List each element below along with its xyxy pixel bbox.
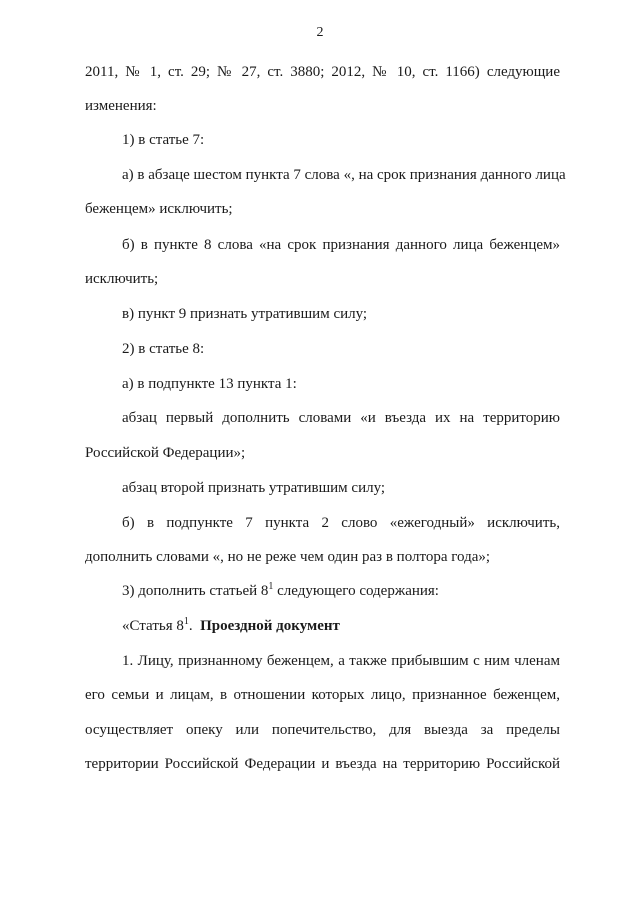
text-line: б) в пункте 8 слова «на срок признания данного лица беженцем» [122,237,560,253]
item-3-text: 3) дополнить статьей 8 [122,583,269,599]
article-heading-prefix: «Статья 8 [122,618,184,634]
text-line: абзац первый дополнить словами «и въезда их на территорию [122,410,560,426]
text-line: беженцем» исключить; [85,201,233,217]
article-title: Проездной документ [200,618,340,634]
text-line: изменения: [85,98,157,114]
text-line: осуществляет опеку или попечительство, для выезда за пределы [85,722,560,738]
text-line: 1) в статье 7: [122,132,205,148]
text-line: абзац второй признать утратившим силу; [122,480,386,496]
text-line: а) в абзаце шестом пункта 7 слова «, на срок признания данного лица [122,167,566,183]
text-line: исключить; [85,271,159,287]
text-line: 1. Лицу, признанному беженцем, а также прибывшим с ним членам [122,653,560,669]
text-line: в) пункт 9 признать утратившим силу; [122,306,368,322]
text-line: Российской Федерации»; [85,445,246,461]
text-line: а) в подпункте 13 пункта 1: [122,376,297,392]
item-3-text-end: следующего содержания: [273,583,439,599]
text-line: территории Российской Федерации и въезда на территорию Российской [85,756,560,772]
text-line: 2011, № 1, ст. 29; № 27, ст. 3880; 2012, № 10, ст. 1166) следующие [85,64,560,80]
article-heading [122,617,340,636]
superscript: 1 [268,581,274,592]
text-line: его семьи и лицам, в отношении которых лицо, признанное беженцем, [85,687,560,703]
text-line: 2) в статье 8: [122,341,205,357]
text-line: б) в подпункте 7 пункта 2 слово «ежегодный» исключить, [122,515,560,531]
text-line: дополнить словами «, но не реже чем один раз в полтора года»; [85,549,491,565]
text-line-item-3 [122,582,439,601]
article-heading-dot: . [188,618,193,634]
superscript: 1 [183,616,189,627]
page-number: 2 [316,25,324,40]
